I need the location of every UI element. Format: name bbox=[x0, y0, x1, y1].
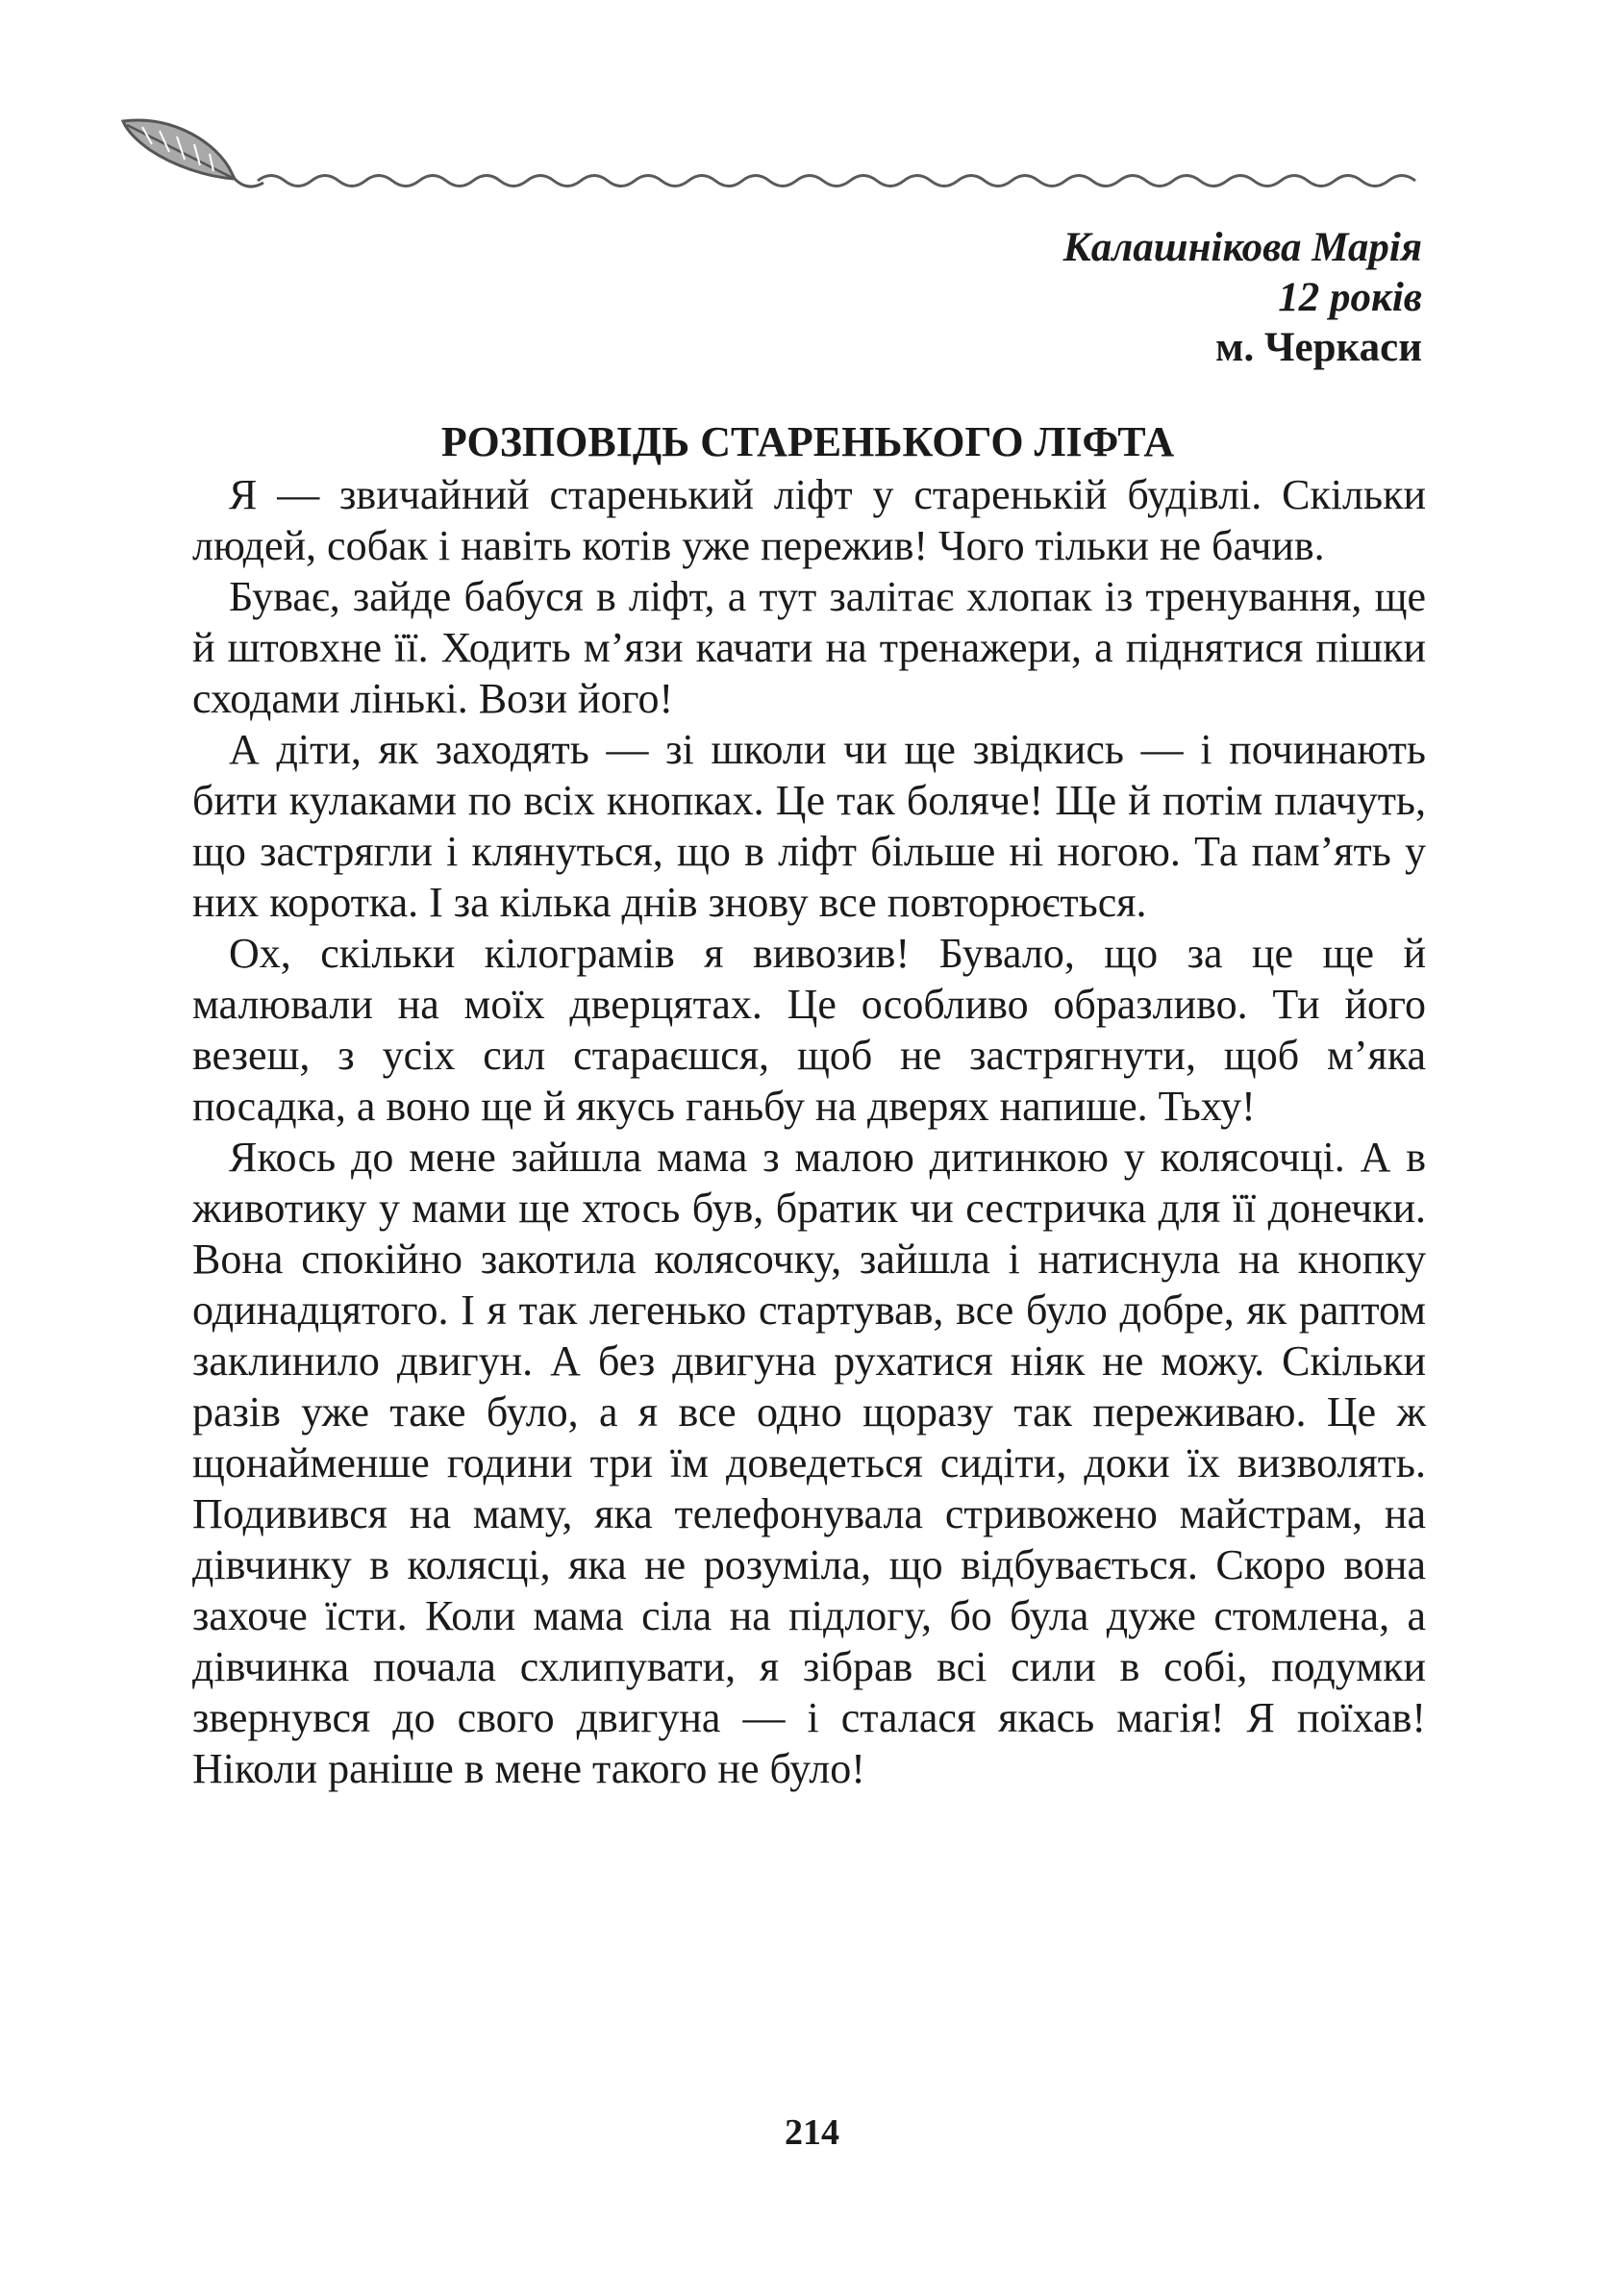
page-number: 214 bbox=[785, 2112, 839, 2153]
story-title: РОЗПОВІДЬ СТАРЕНЬКОГО ЛІФТА bbox=[440, 418, 1175, 465]
story-paragraph: Якось до мене зайшла мама з малою дитинкою у колясочці. А в животику у мами ще хтось був, братик чи сестричка для її донечки. Вона спокійно закотила колясочку, зайшла і натиснула на кнопку одинадцятого. І я так легенько стартував, все було добре, як раптом заклинило двигун. А без двигуна рухатися ніяк не можу. Скільки разів уже таке було, а я все одно щоразу так переживаю. Це ж щонайменше години три їм доведеться сидіти, доки їх визволять. Подивився на маму, яка телефонувала стривожено майстрам, на дівчинку в колясці, яка не розуміла, що відбувається. Скоро вона захоче їсти. Коли мама сіла на підлогу, бо була дуже стомлена, а дівчинка почала схлипувати, я зібрав всі сили в собі, подумки звернувся до свого двигуна — і сталася якась магія! Я поїхав! Ніколи раніше в мене такого не було! bbox=[192, 1134, 1426, 1792]
story-paragraph: Ох, скільки кілограмів я вивозив! Бувало, що за це ще й малювали на моїх дверцятах. Це особливо образливо. Ти його везеш, з усіх сил стараєшся, щоб не застрягнути, щоб м’яка посадка, а воно ще й якусь ганьбу на дверях напише. Тьху! bbox=[192, 930, 1426, 1130]
author-name: Калашнікова Марія bbox=[1062, 225, 1422, 270]
author-age: 12 років bbox=[1278, 275, 1422, 320]
story-body bbox=[192, 469, 1426, 1794]
header-ornament bbox=[113, 108, 1440, 204]
wavy-rule bbox=[258, 176, 1415, 187]
story-paragraph: А діти, як заходять — зі школи чи ще звідкись — і починають бити кулаками по всіх кнопках. Це так боляче! Ще й потім плачуть, що застрягли і клянуться, що в ліфт більше ні ногою. Та пам’ять у них коротка. І за кілька днів знову все повторюється. bbox=[192, 726, 1426, 926]
story-paragraph: Я — звичайний старенький ліфт у старенькій будівлі. Скільки людей, собак і навіть котів уже пережив! Чого тільки не бачив. bbox=[192, 471, 1426, 569]
quill-feather-icon bbox=[123, 120, 263, 187]
author-city: м. Черкаси bbox=[1215, 325, 1422, 370]
author-block bbox=[1063, 223, 1422, 373]
story-paragraph: Буває, зайде бабуся в ліфт, а тут залітає хлопак із тренування, ще й штовхне її. Ходить м’язи качати на тренажери, а піднятися пішки сходами лінькі. Вози його! bbox=[192, 573, 1426, 722]
